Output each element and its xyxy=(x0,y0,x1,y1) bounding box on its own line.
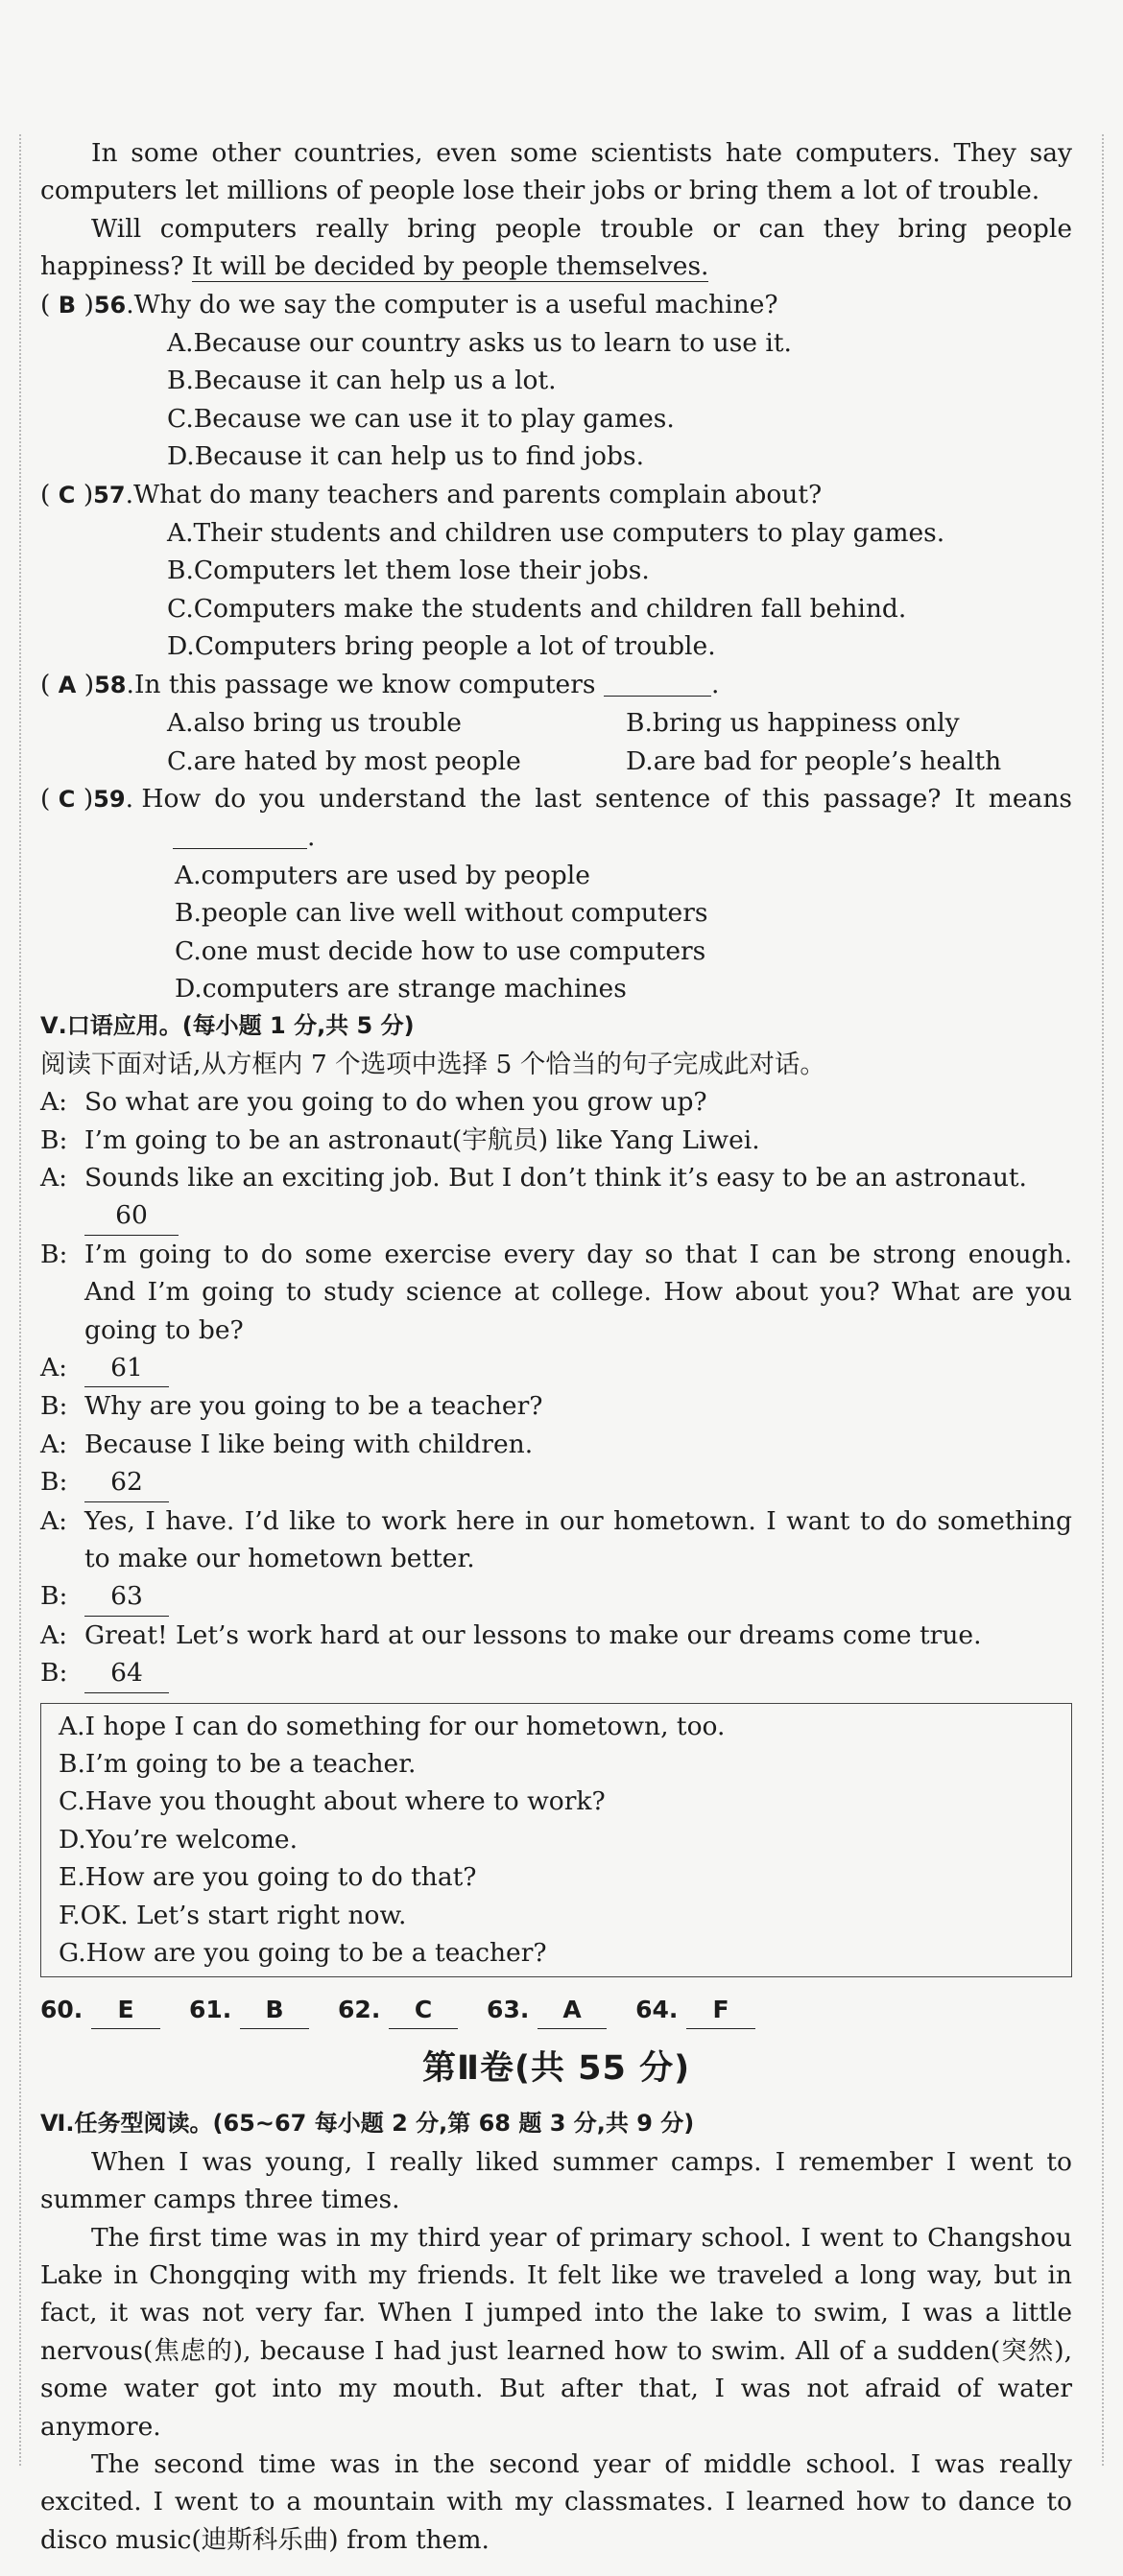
answer-item: 64. F xyxy=(635,1991,755,2029)
answer-letter: A xyxy=(58,671,77,698)
option: A.Because our country asks us to learn to use it. xyxy=(167,328,792,359)
question-text: What do many teachers and parents complain about? xyxy=(133,479,823,509)
dialog-line: B: Why are you going to be a teacher? xyxy=(40,1391,543,1422)
section-heading: Ⅵ.任务型阅读。(65~67 每小题 2 分,第 68 题 3 分,共 9 分) xyxy=(40,2110,695,2138)
answer-item: 60. E xyxy=(40,1991,160,2029)
option: C.are hated by most people xyxy=(167,745,521,776)
question-text: In this passage we know computers xyxy=(133,669,596,699)
part-title: 第Ⅱ卷(共 55 分) xyxy=(421,2048,691,2088)
answer-item: 62. C xyxy=(338,1991,458,2029)
dialog-line: B: 63 xyxy=(40,1577,1072,1616)
question-58: ( A )58. In this passage we know computers . xyxy=(40,669,720,699)
blank-number: 63 xyxy=(84,1577,169,1616)
answer-letter: C xyxy=(58,481,76,508)
dialog-line: B: 62 xyxy=(40,1463,1072,1501)
passage-paragraph: Will computers really bring people trouble or can they bring people happiness? It will be decided by people themselves. xyxy=(40,213,1072,282)
dialog-line: A: Because I like being with children. xyxy=(40,1429,534,1459)
blank-number: 64 xyxy=(84,1654,169,1692)
question-59: ( C )59. How do you understand the last sentence of this passage? It means xyxy=(40,780,1072,818)
option: D.Computers bring people a lot of trouble. xyxy=(167,631,716,662)
question-text: How do you understand the last sentence of this passage? It means xyxy=(141,783,1072,814)
box-option: G.How are you going to be a teacher? xyxy=(59,1938,547,1969)
answer-key xyxy=(40,1991,1072,2029)
dialog-line: B: I’m going to be an astronaut(宇航员) like Yang Liwei. xyxy=(40,1124,760,1155)
option: A.computers are used by people xyxy=(175,860,590,890)
left-margin-dotted-line xyxy=(19,134,21,2466)
question-text: Why do we say the computer is a useful machine? xyxy=(133,289,778,319)
option: A.Their students and children use computers to play games. xyxy=(167,518,945,549)
blank-number: 62 xyxy=(84,1463,169,1501)
blank-number: 60 xyxy=(84,1196,179,1235)
option: B.Because it can help us a lot. xyxy=(167,366,557,396)
answer-blank xyxy=(604,669,711,697)
option: C.Computers make the students and children fall behind. xyxy=(167,593,907,624)
answer-item: 63. A xyxy=(487,1991,607,2029)
box-option: A.I hope I can do something for our hometown, too. xyxy=(59,1711,726,1741)
option: C.one must decide how to use computers xyxy=(175,935,706,966)
reading-paragraph: The first time was in my third year of primary school. I went to Changshou Lake in Chongqing with my friends. It felt like we traveled a long way, but in fact, it was not very far. When I jumped into the lake to swim, I was a little nervous(焦虑的), because I had just learned how to swim. All of a sudden(突然), some water got into my mouth. But after that, I was not afraid of water anymore. xyxy=(40,2222,1072,2442)
right-margin-dotted-line xyxy=(1102,134,1104,2466)
answer-letter: B xyxy=(58,291,77,319)
dialog-line: A: Sounds like an exciting job. But I don’t think it’s easy to be an astronaut. 60 xyxy=(40,1159,1072,1236)
passage-paragraph: In some other countries, even some scientists hate computers. They say computers let millions of people lose their jobs or bring them a lot of trouble. xyxy=(40,138,1072,206)
option: D.computers are strange machines xyxy=(175,973,627,1004)
option: B.people can live well without computers xyxy=(175,898,708,929)
option: A.also bring us trouble xyxy=(167,708,462,739)
answer-blank xyxy=(173,821,307,849)
dialog-line: A: Yes, I have. I’d like to work here in our hometown. I want to do something to make our hometown better. xyxy=(40,1505,1072,1574)
dialog-line: B: I’m going to do some exercise every day so that I can be strong enough. And I’m going to study science at college. How about you? What are you going to be? xyxy=(40,1239,1072,1345)
blank-number: 61 xyxy=(84,1349,169,1387)
dialog-line: A: 61 xyxy=(40,1349,1072,1387)
options-box xyxy=(40,1703,1072,1977)
box-option: B.I’m going to be a teacher. xyxy=(59,1749,417,1780)
box-option: F.OK. Let’s start right now. xyxy=(59,1900,407,1930)
document-content: In some other countries, even some scientists hate computers. They say computers let millions of people lose their jobs or bring them a lot of trouble. Will computers really bring people trouble or can they bring people happiness? It will be decided by people themselves. ( B )56. Why do we say the computer is a useful machine? A.Because our country asks us to learn to use it. B.Because it can help us a lot. C.Because we can use it to play games. D.Because it can help us to find jobs. ( C )57. What do many teachers and parents complain about? A.Their students and children use computers to play games. B.Computers let them lose their jobs. C.Computers make the students and children fall behind. D.Computers bring people a lot of trouble. ( A )58. In this passage we know computers . A.also bring us trouble B.bring us happiness only C.are hated by most people D.are bad for people’s health ( C )59. How do you understand the last sentence of this passage? It means . A.computers are used by people B.people can live well without computers C.one must decide how to use computers D.computers are strange machines Ⅴ.口语应用。(每小题 1 分,共 5 分) 阅读下面对话,从方框内 7 个选项中选择 5 个恰当的句子完成此对话。 A: So what are you going to do when you grow up? B: I’m going to be an astronaut(宇航员) like Yang Liwei. A: Sounds like an exciting job. But I don’t think it’s easy to be an astronaut. 60 B: I’m going to do some exercise every day so that I can be strong enough. And I’m going to study science at college. How about you? What are you going to be? A: 61 B: Why are you going to be a teacher? A: Because I like being with children. B: 62 A: Yes, I have. I’d like to work here in our hometown. I want to do something to make our hometown better. B: 63 A: Great! Let’s work hard at our lessons to make our dreams come true. B: 64 A.I hope I can do something for our hometown, too. B.I’m going to be a teacher. C.Have you thought about where to work? D.You’re welcome. E.How are you going to do that? F.OK. Let’s start right now. G.How are you going to be a teacher? 60. E 61. B 62. C 63. A 64. F 第Ⅱ卷(共 55 分) Ⅵ.任务型阅读。(65~67 每小题 2 分,第 68 题 3 分,共 9 分) When I was young, I really liked summer camps. I remember I went to summer camps three times. The first time was in my third year of primary school. I went to Changshou Lake in Chongqing with my friends. It felt like we traveled a long way, but in fact, it was not very far. When I jumped into the lake to swim, I was a little nervous(焦虑的), because I had just learned how to swim. All of a sudden(突然), some water got into my mouth. But after that, I was not afraid of water anymore. The second time was in the second year of middle school. I was really excited. I went to a mountain with my classmates. I learned how to dance to disco music(迪斯科乐曲) from them. xyxy=(40,134,1072,2559)
options-grid xyxy=(40,704,1072,780)
underlined-sentence: It will be decided by people themselves. xyxy=(191,251,709,282)
question-57: ( C )57. What do many teachers and parents complain about? xyxy=(40,476,1072,514)
option: C.Because we can use it to play games. xyxy=(167,403,675,434)
option: D.are bad for people’s health xyxy=(626,745,1002,776)
dialog-line: A: So what are you going to do when you grow up? xyxy=(40,1087,707,1118)
reading-paragraph: When I was young, I really liked summer camps. I remember I went to summer camps three times. xyxy=(40,2146,1072,2215)
dialog-line: A: Great! Let’s work hard at our lessons to make our dreams come true. xyxy=(40,1619,982,1650)
box-option: E.How are you going to do that? xyxy=(59,1862,477,1893)
answer-item: 61. B xyxy=(189,1991,309,2029)
reading-paragraph: The second time was in the second year of middle school. I was really excited. I went to a mountain with my classmates. I learned how to dance to disco music(迪斯科乐曲) from them. xyxy=(40,2448,1072,2555)
question-56: ( B )56. Why do we say the computer is a useful machine? xyxy=(40,286,1072,324)
box-option: D.You’re welcome. xyxy=(59,1824,299,1855)
dialog-line: B: 64 xyxy=(40,1654,1072,1692)
section-instruction: 阅读下面对话,从方框内 7 个选项中选择 5 个恰当的句子完成此对话。 xyxy=(40,1049,825,1079)
box-option: C.Have you thought about where to work? xyxy=(59,1786,606,1817)
option: B.bring us happiness only xyxy=(626,708,960,739)
answer-letter: C xyxy=(58,785,76,813)
option: D.Because it can help us to find jobs. xyxy=(167,441,644,472)
section-heading: Ⅴ.口语应用。(每小题 1 分,共 5 分) xyxy=(40,1012,415,1040)
option: B.Computers let them lose their jobs. xyxy=(167,555,650,586)
